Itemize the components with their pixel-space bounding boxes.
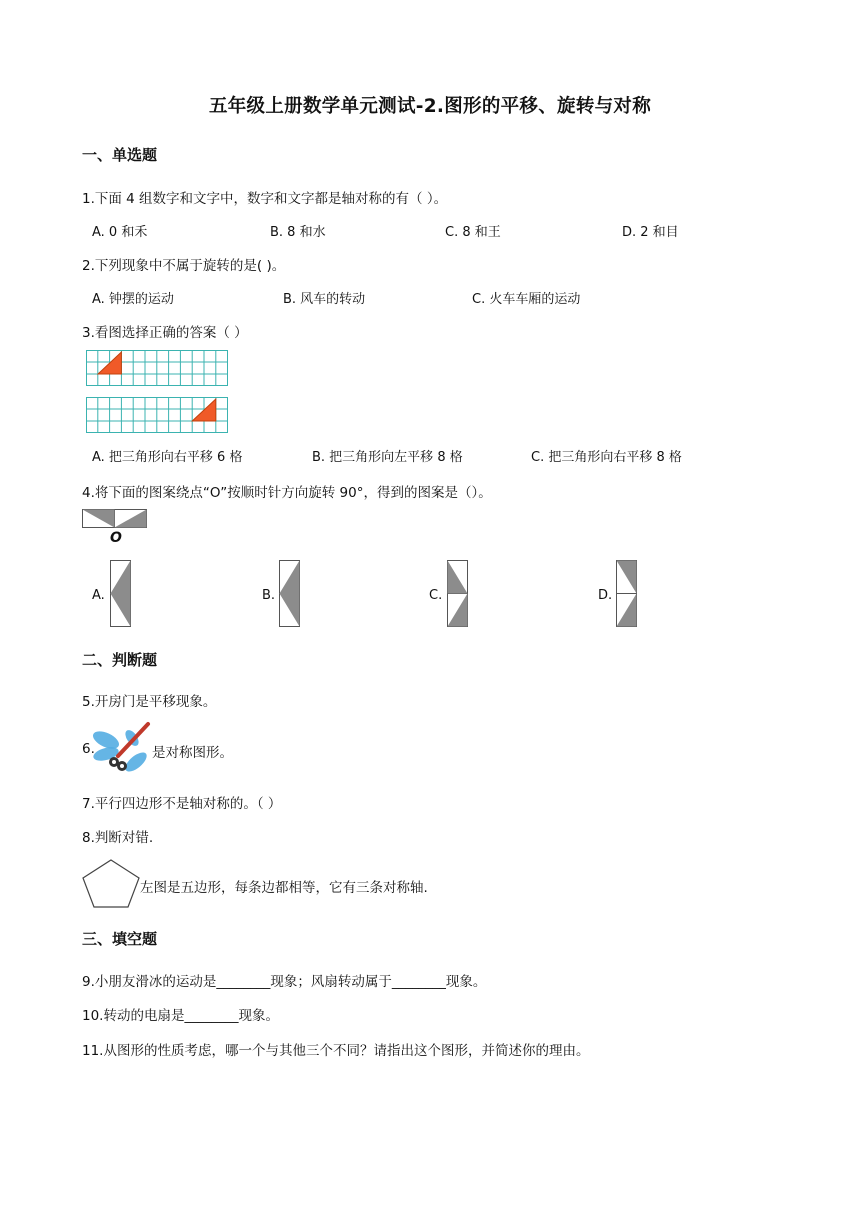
q1-option-b[interactable]: B. 8 和水 bbox=[270, 225, 326, 240]
q1-option-d[interactable]: D. 2 和目 bbox=[622, 225, 679, 240]
question-11-text: 11.从图形的性质考虑，哪一个与其他三个不同？请指出这个图形，并简述你的理由。 bbox=[82, 1043, 590, 1059]
question-1-text: 1.下面 4 组数字和文字中，数字和文字都是轴对称的有（ ）。 bbox=[82, 191, 448, 207]
q4-option-a-label[interactable]: A. bbox=[92, 588, 105, 603]
question-10-text: 10.转动的电扇是________现象。 bbox=[82, 1008, 279, 1024]
section-heading-fill-blank: 三、填空题 bbox=[82, 930, 158, 948]
q3-option-c[interactable]: C. 把三角形向右平移 8 格 bbox=[531, 450, 682, 465]
point-o-label: O bbox=[110, 530, 122, 546]
question-7-text: 7.平行四边形不是轴对称的。（ ） bbox=[82, 796, 282, 812]
rotation-source-figure bbox=[82, 509, 148, 529]
q4-option-c-figure[interactable] bbox=[447, 560, 469, 628]
question-2-text: 2.下列现象中不属于旋转的是( )。 bbox=[82, 258, 286, 274]
q2-option-c[interactable]: C. 火车车厢的运动 bbox=[472, 292, 581, 307]
question-6-number: 6. bbox=[82, 741, 95, 757]
section-heading-single-choice: 一、单选题 bbox=[82, 146, 158, 164]
q4-option-d-label[interactable]: D. bbox=[598, 588, 613, 603]
page-title: 五年级上册数学单元测试-2.图形的平移、旋转与对称 bbox=[208, 96, 652, 117]
q1-option-c[interactable]: C. 8 和王 bbox=[445, 225, 501, 240]
question-5-text: 5.开房门是平移现象。 bbox=[82, 694, 217, 710]
question-3-text: 3.看图选择正确的答案（ ） bbox=[82, 325, 248, 341]
q3-option-a[interactable]: A. 把三角形向右平移 6 格 bbox=[92, 450, 243, 465]
q2-option-b[interactable]: B. 风车的转动 bbox=[283, 292, 366, 307]
question-4-text: 4.将下面的图案绕点“O”按顺时针方向旋转 90°，得到的图案是（）。 bbox=[82, 485, 492, 501]
q2-option-a[interactable]: A. 钟摆的运动 bbox=[92, 292, 174, 307]
q1-option-a[interactable]: A. 0 和禾 bbox=[92, 225, 148, 240]
q4-option-b-label[interactable]: B. bbox=[262, 588, 276, 603]
grid-figure-bottom bbox=[86, 397, 228, 433]
grid-figure-top bbox=[86, 350, 228, 386]
q4-option-c-label[interactable]: C. bbox=[429, 588, 443, 603]
q4-option-d-figure[interactable] bbox=[616, 560, 638, 628]
question-8-statement: 左图是五边形，每条边都相等，它有三条对称轴. bbox=[140, 880, 428, 896]
pentagon-shape bbox=[82, 859, 140, 909]
q3-option-b[interactable]: B. 把三角形向左平移 8 格 bbox=[312, 450, 463, 465]
question-6-text: 是对称图形。 bbox=[152, 745, 233, 761]
q4-option-a-figure[interactable] bbox=[110, 560, 132, 628]
dragonfly-image bbox=[92, 722, 152, 774]
section-heading-true-false: 二、判断题 bbox=[82, 651, 158, 669]
question-8-text: 8.判断对错. bbox=[82, 830, 154, 846]
question-9-text: 9.小朋友滑冰的运动是________现象；风扇转动属于________现象。 bbox=[82, 974, 487, 990]
q4-option-b-figure[interactable] bbox=[279, 560, 301, 628]
